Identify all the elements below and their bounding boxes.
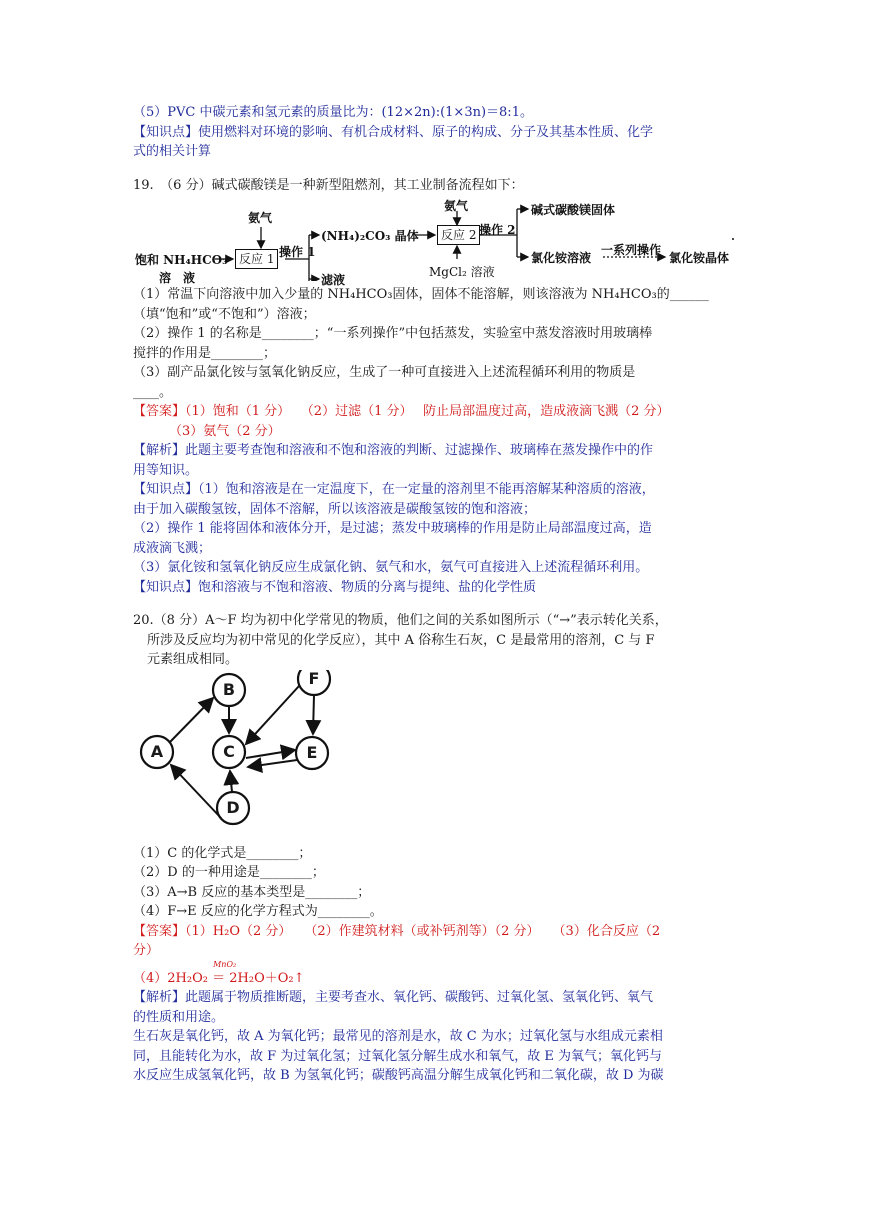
question-line: 搅拌的作用是________； [133, 345, 277, 361]
node-a: A [150, 741, 164, 761]
answer-line: 【答案】（1）H₂O（2 分） （2）作建筑材料（或补钙剂等）（2 分） （3）化合反应（2 [133, 923, 661, 939]
question-line: （3）A→B 反应的基本类型是________； [133, 884, 371, 900]
flow-nh4cl-solution-label: 氯化铵溶液 [531, 251, 592, 265]
flow-reactor-2: 反应 2 [437, 225, 480, 245]
text-line: 式的相关计算 [133, 144, 212, 159]
question-line: （3）副产品氯化铵与氢氧化钠反应，生成了一种可直接进入上述流程循环利用的物质是 [133, 365, 636, 380]
question-line: （2）D 的一种用途是________； [133, 865, 325, 880]
answer-line: 【答案】（1）饱和（1 分） （2）过滤（1 分） 防止局部温度过高，造成液滴飞溅（2 分） [133, 404, 670, 419]
analysis-line: 由于加入碳酸氢铵，固体不溶解，所以该溶液是碳酸氢铵的饱和溶液； [133, 501, 537, 517]
equation-right: 2H₂O＋O₂↑ [225, 970, 305, 986]
equation-sign: ＝ [212, 970, 226, 986]
analysis-line: 水反应生成氢氧化钙，故 B 为氢氧化钙；碳酸钙高温分解生成氧化钙和二氧化碳，故 D 为碳 [133, 1068, 664, 1083]
relation-diagram [133, 670, 333, 840]
answer-line: 分） [133, 943, 160, 958]
catalyst-label: MnO₂ [213, 959, 237, 969]
flow-ammonia-label: 氨气 [444, 199, 469, 213]
flow-crystal-label: (NH₄)₂CO₃ 晶体 [321, 229, 419, 243]
flow-feed-label: 饱和 NH₄HCO₃ [135, 253, 228, 267]
analysis-line: 生石灰是氧化钙，故 A 为氧化钙；最常见的溶剂是水，故 C 为水；过氧化氢与水组成元素相 [133, 1029, 663, 1044]
question-19-header: 19. （6 分）碱式碳酸镁是一种新型阻燃剂，其工业制备流程如下： [133, 177, 524, 193]
question-line: （1）常温下向溶液中加入少量的 NH₄HCO₃固体，固体不能溶解，则该溶液为 NH₄HCO₃的______ [133, 287, 709, 302]
flow-series-op-label: 一系列操作 [601, 243, 662, 257]
question-line: （4）F→E 反应的化学方程式为________。 [133, 904, 383, 919]
analysis-line: 【知识点】饱和溶液与不饱和溶液、物质的分离与提纯、盐的化学性质 [133, 579, 537, 595]
flow-filtrate-label: 滤液 [321, 273, 346, 287]
flow-product-label: 氯化铵晶体 [669, 251, 730, 265]
flow-op-label: 操作 1 [279, 245, 316, 259]
answer-equation [133, 959, 743, 989]
equation-left: （4）2H₂O₂ [133, 970, 208, 986]
flow-op-label: 操作 2 [479, 223, 516, 237]
question-20-header: 所涉及反应均为初中常见的化学反应），其中 A 俗称生石灰，C 是最常用的溶剂，C 与 F [147, 632, 655, 648]
node-c: C [223, 741, 235, 761]
analysis-line: 的性质和用途。 [133, 1009, 225, 1025]
question-line: ____。 [133, 384, 173, 400]
analysis-line: 同，且能转化为水，故 F 为过氧化氢；过氧化氢分解生成水和氧气，故 E 为氧气；氧化钙与 [133, 1048, 663, 1064]
flow-ammonia-label: 氨气 [248, 211, 273, 225]
flow-reactor-1: 反应 1 [235, 249, 278, 269]
answer-line: （3）氨气（2 分） [169, 423, 281, 439]
node-e: E [306, 742, 318, 762]
node-f: F [308, 668, 320, 688]
document-page [133, 103, 743, 1086]
text-line: 【知识点】使用燃料对环境的影响、有机合成材料、原子的构成、分子及其基本性质、化学 [133, 124, 654, 140]
question-line: （填“饱和”或“不饱和”）溶液； [133, 306, 316, 322]
text-line: （5）PVC 中碳元素和氢元素的质量比为：(12×2n):(1×3n)＝8:1。 [133, 105, 533, 120]
flow-product-label: 碱式碳酸镁固体 [531, 203, 616, 217]
equation-condition [212, 959, 237, 989]
analysis-line: 成液滴飞溅； [133, 540, 212, 556]
node-d: D [226, 797, 240, 817]
question-20-header: 元素组成相同。 [147, 652, 239, 667]
analysis-line: （3）氯化铵和氢氧化钠反应生成氯化钠、氨气和水，氨气可直接进入上述流程循环利用。 [133, 560, 649, 575]
flow-feed-label: 溶 液 [159, 271, 196, 285]
question-20-header: 20.（8 分）A～F 均为初中化学常见的物质，他们之间的关系如图所示（“→”表示转化关系， [133, 613, 668, 628]
node-b: B [222, 679, 236, 699]
analysis-line: 【知识点】（1）饱和溶液是在一定温度下，在一定量的溶剂里不能再溶解某种溶质的溶液， [133, 482, 655, 497]
question-line: （2）操作 1 的名称是________；“一系列操作”中包括蒸发，实验室中蒸发溶液时用玻璃棒 [133, 326, 653, 341]
analysis-line: 【解析】此题属于物质推断题，主要考查水、氧化钙、碳酸钙、过氧化氢、氢氧化钙、氧气 [133, 990, 654, 1005]
flow-diagram [133, 197, 743, 287]
analysis-line: 【解析】此题主要考查饱和溶液和不饱和溶液的判断、过滤操作、玻璃棒在蒸发操作中的作 [133, 443, 654, 458]
flow-mgcl2-label: MgCl₂ 溶液 [429, 265, 495, 279]
analysis-line: （2）操作 1 能将固体和液体分开，是过滤；蒸发中玻璃棒的作用是防止局部温度过高，造 [133, 521, 652, 536]
analysis-line: 用等知识。 [133, 462, 199, 478]
question-line: （1）C 的化学式是________； [133, 845, 312, 861]
